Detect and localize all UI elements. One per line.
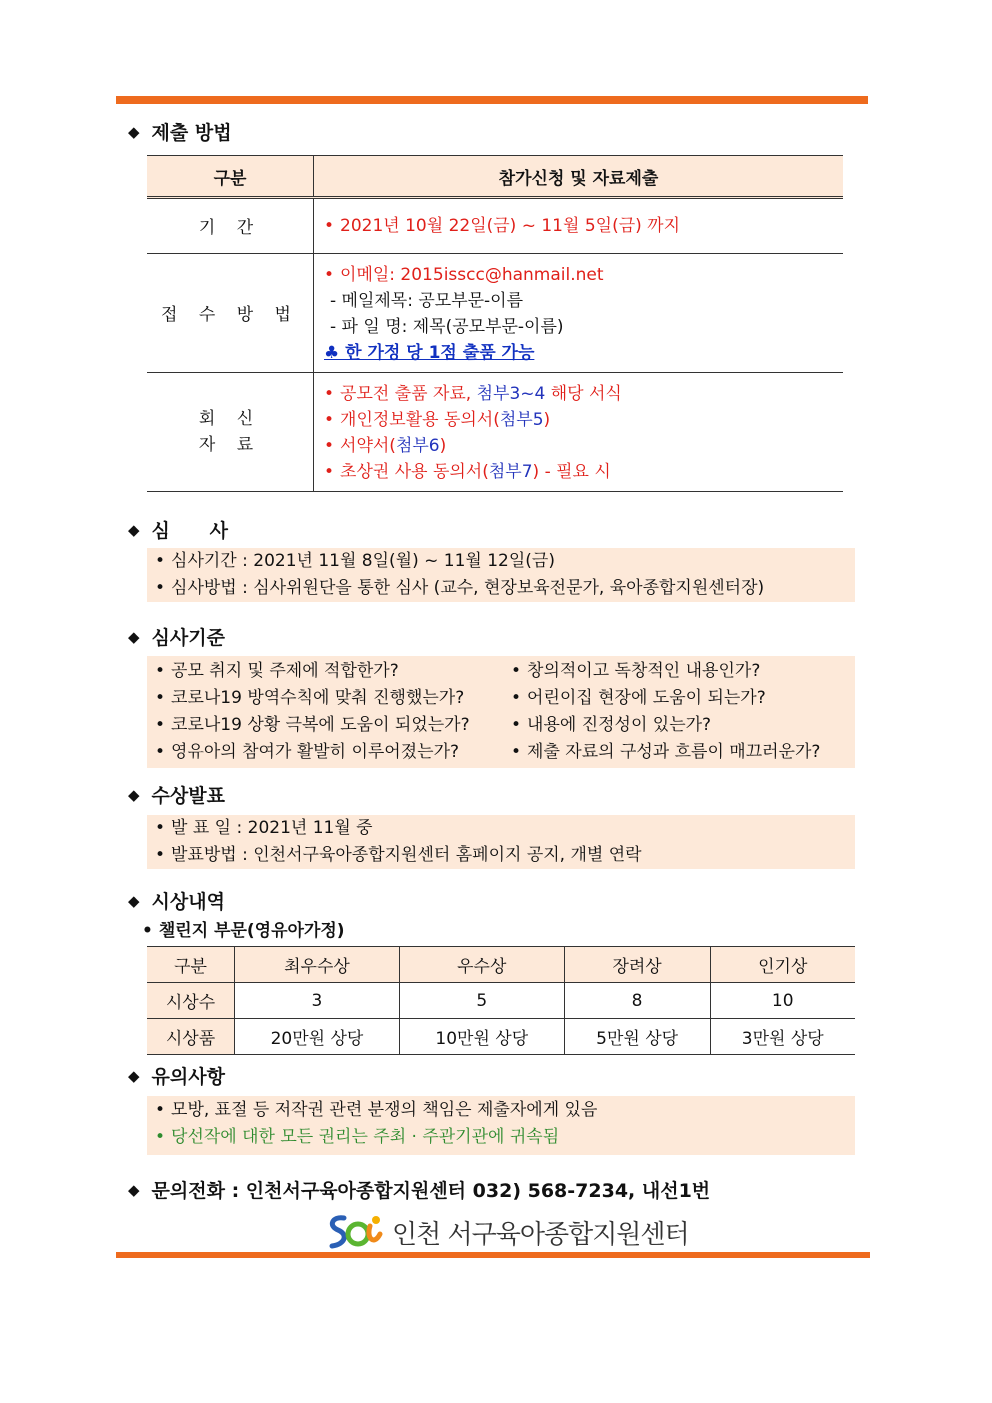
section-heading-announce: ◆ 수상발표 — [128, 785, 225, 807]
note-rights: • 당선작에 대한 모든 권리는 주최 · 주관기관에 귀속됨 — [155, 1127, 560, 1147]
doc-item: • 초상권 사용 동의서(첨부7) - 필요 시 — [324, 461, 611, 482]
one-per-family-note: ♣ 한 가정 당 1점 출품 가능 — [324, 342, 535, 363]
center-logo-icon — [326, 1212, 384, 1252]
section-heading-review: ◆ 심 사 — [128, 520, 228, 542]
review-method: • 심사방법 : 심사위원단을 통한 심사 (교수, 현장보육전문가, 육아종합지원센터장) — [155, 578, 765, 598]
criteria-box — [147, 656, 855, 768]
diamond-bullet-icon: ◆ — [128, 520, 140, 539]
center-logo — [326, 1212, 689, 1252]
review-box — [147, 548, 855, 602]
criteria-item: • 어린이집 현장에 도움이 되는가? — [511, 688, 766, 708]
return-docs-label: 회 신 자 료 — [147, 372, 314, 491]
criteria-item: • 코로나19 상황 극복에 도움이 되었는가? — [155, 715, 470, 735]
note-copyright: • 모방, 표절 등 저작권 관련 분쟁의 책임은 제출자에게 있음 — [155, 1100, 598, 1120]
table-row-header: 구분 최우수상 우수상 장려상 인기상 — [147, 947, 855, 983]
top-accent-bar — [116, 96, 868, 104]
announce-date: • 발 표 일 : 2021년 11월 중 — [155, 818, 373, 838]
diamond-bullet-icon: ◆ — [128, 891, 140, 910]
file-name-line: - 파 일 명: 제목(공모부문-이름) — [330, 316, 564, 337]
contact-line: ◆ 문의전화 : 인천서구육아종합지원센터 032) 568-7234, 내선1번 — [128, 1180, 711, 1202]
table-row-return-docs — [147, 372, 843, 491]
table-row-count: 시상수 3 5 8 10 — [147, 983, 855, 1019]
diamond-bullet-icon: ◆ — [128, 1180, 140, 1199]
announce-method: • 발표방법 : 인천서구육아종합지원센터 홈페이지 공지, 개별 연락 — [155, 845, 642, 865]
criteria-item: • 내용에 진정성이 있는가? — [511, 715, 712, 735]
announce-box — [147, 815, 855, 869]
notes-box — [147, 1096, 855, 1155]
email-line: • 이메일: 2015isscc@hanmail.net — [324, 264, 604, 285]
review-period: • 심사기간 : 2021년 11월 8일(월) ~ 11월 12일(금) — [155, 551, 555, 571]
criteria-item: • 제출 자료의 구성과 흐름이 매끄러운가? — [511, 742, 821, 762]
method-label: 접 수 방 법 — [147, 253, 314, 372]
submission-table — [147, 155, 843, 492]
mail-subject-line: - 메일제목: 공모부문-이름 — [330, 290, 524, 311]
period-value: • 2021년 10월 22일(금) ~ 11월 5일(금) 까지 — [324, 215, 681, 236]
center-logo-text: 인천 서구육아종합지원센터 — [392, 1219, 689, 1250]
diamond-bullet-icon: ◆ — [128, 785, 140, 804]
diamond-bullet-icon: ◆ — [128, 627, 140, 646]
table-row-method — [147, 253, 843, 372]
diamond-bullet-icon: ◆ — [128, 122, 140, 141]
doc-item: • 개인정보활용 동의서(첨부5) — [324, 409, 551, 430]
bottom-accent-bar — [116, 1252, 870, 1258]
section-heading-criteria: ◆ 심사기준 — [128, 627, 225, 649]
col-header-application: 참가신청 및 자료제출 — [314, 156, 844, 198]
criteria-item: • 코로나19 방역수칙에 맞춰 진행했는가? — [155, 688, 465, 708]
section-heading-notes: ◆ 유의사항 — [128, 1066, 225, 1088]
table-row-prize: 시상품 20만원 상당 10만원 상당 5만원 상당 3만원 상당 — [147, 1019, 855, 1055]
awards-subheading: • 챌린지 부문(영유아가정) — [142, 921, 345, 941]
table-row-period — [147, 199, 843, 253]
period-label: 기 간 — [147, 199, 314, 253]
doc-item: • 공모전 출품 자료, 첨부3~4 해당 서식 — [324, 383, 622, 404]
criteria-item: • 창의적이고 독창적인 내용인가? — [511, 661, 761, 681]
criteria-item: • 영유아의 참여가 활발히 이루어졌는가? — [155, 742, 460, 762]
doc-item: • 서약서(첨부6) — [324, 435, 447, 456]
col-header-category: 구분 — [147, 156, 314, 198]
criteria-item: • 공모 취지 및 주제에 적합한가? — [155, 661, 399, 681]
section-heading-submission: ◆ 제출 방법 — [128, 122, 232, 144]
section-heading-awards: ◆ 시상내역 — [128, 891, 225, 913]
diamond-bullet-icon: ◆ — [128, 1066, 140, 1085]
awards-table — [147, 946, 855, 1055]
